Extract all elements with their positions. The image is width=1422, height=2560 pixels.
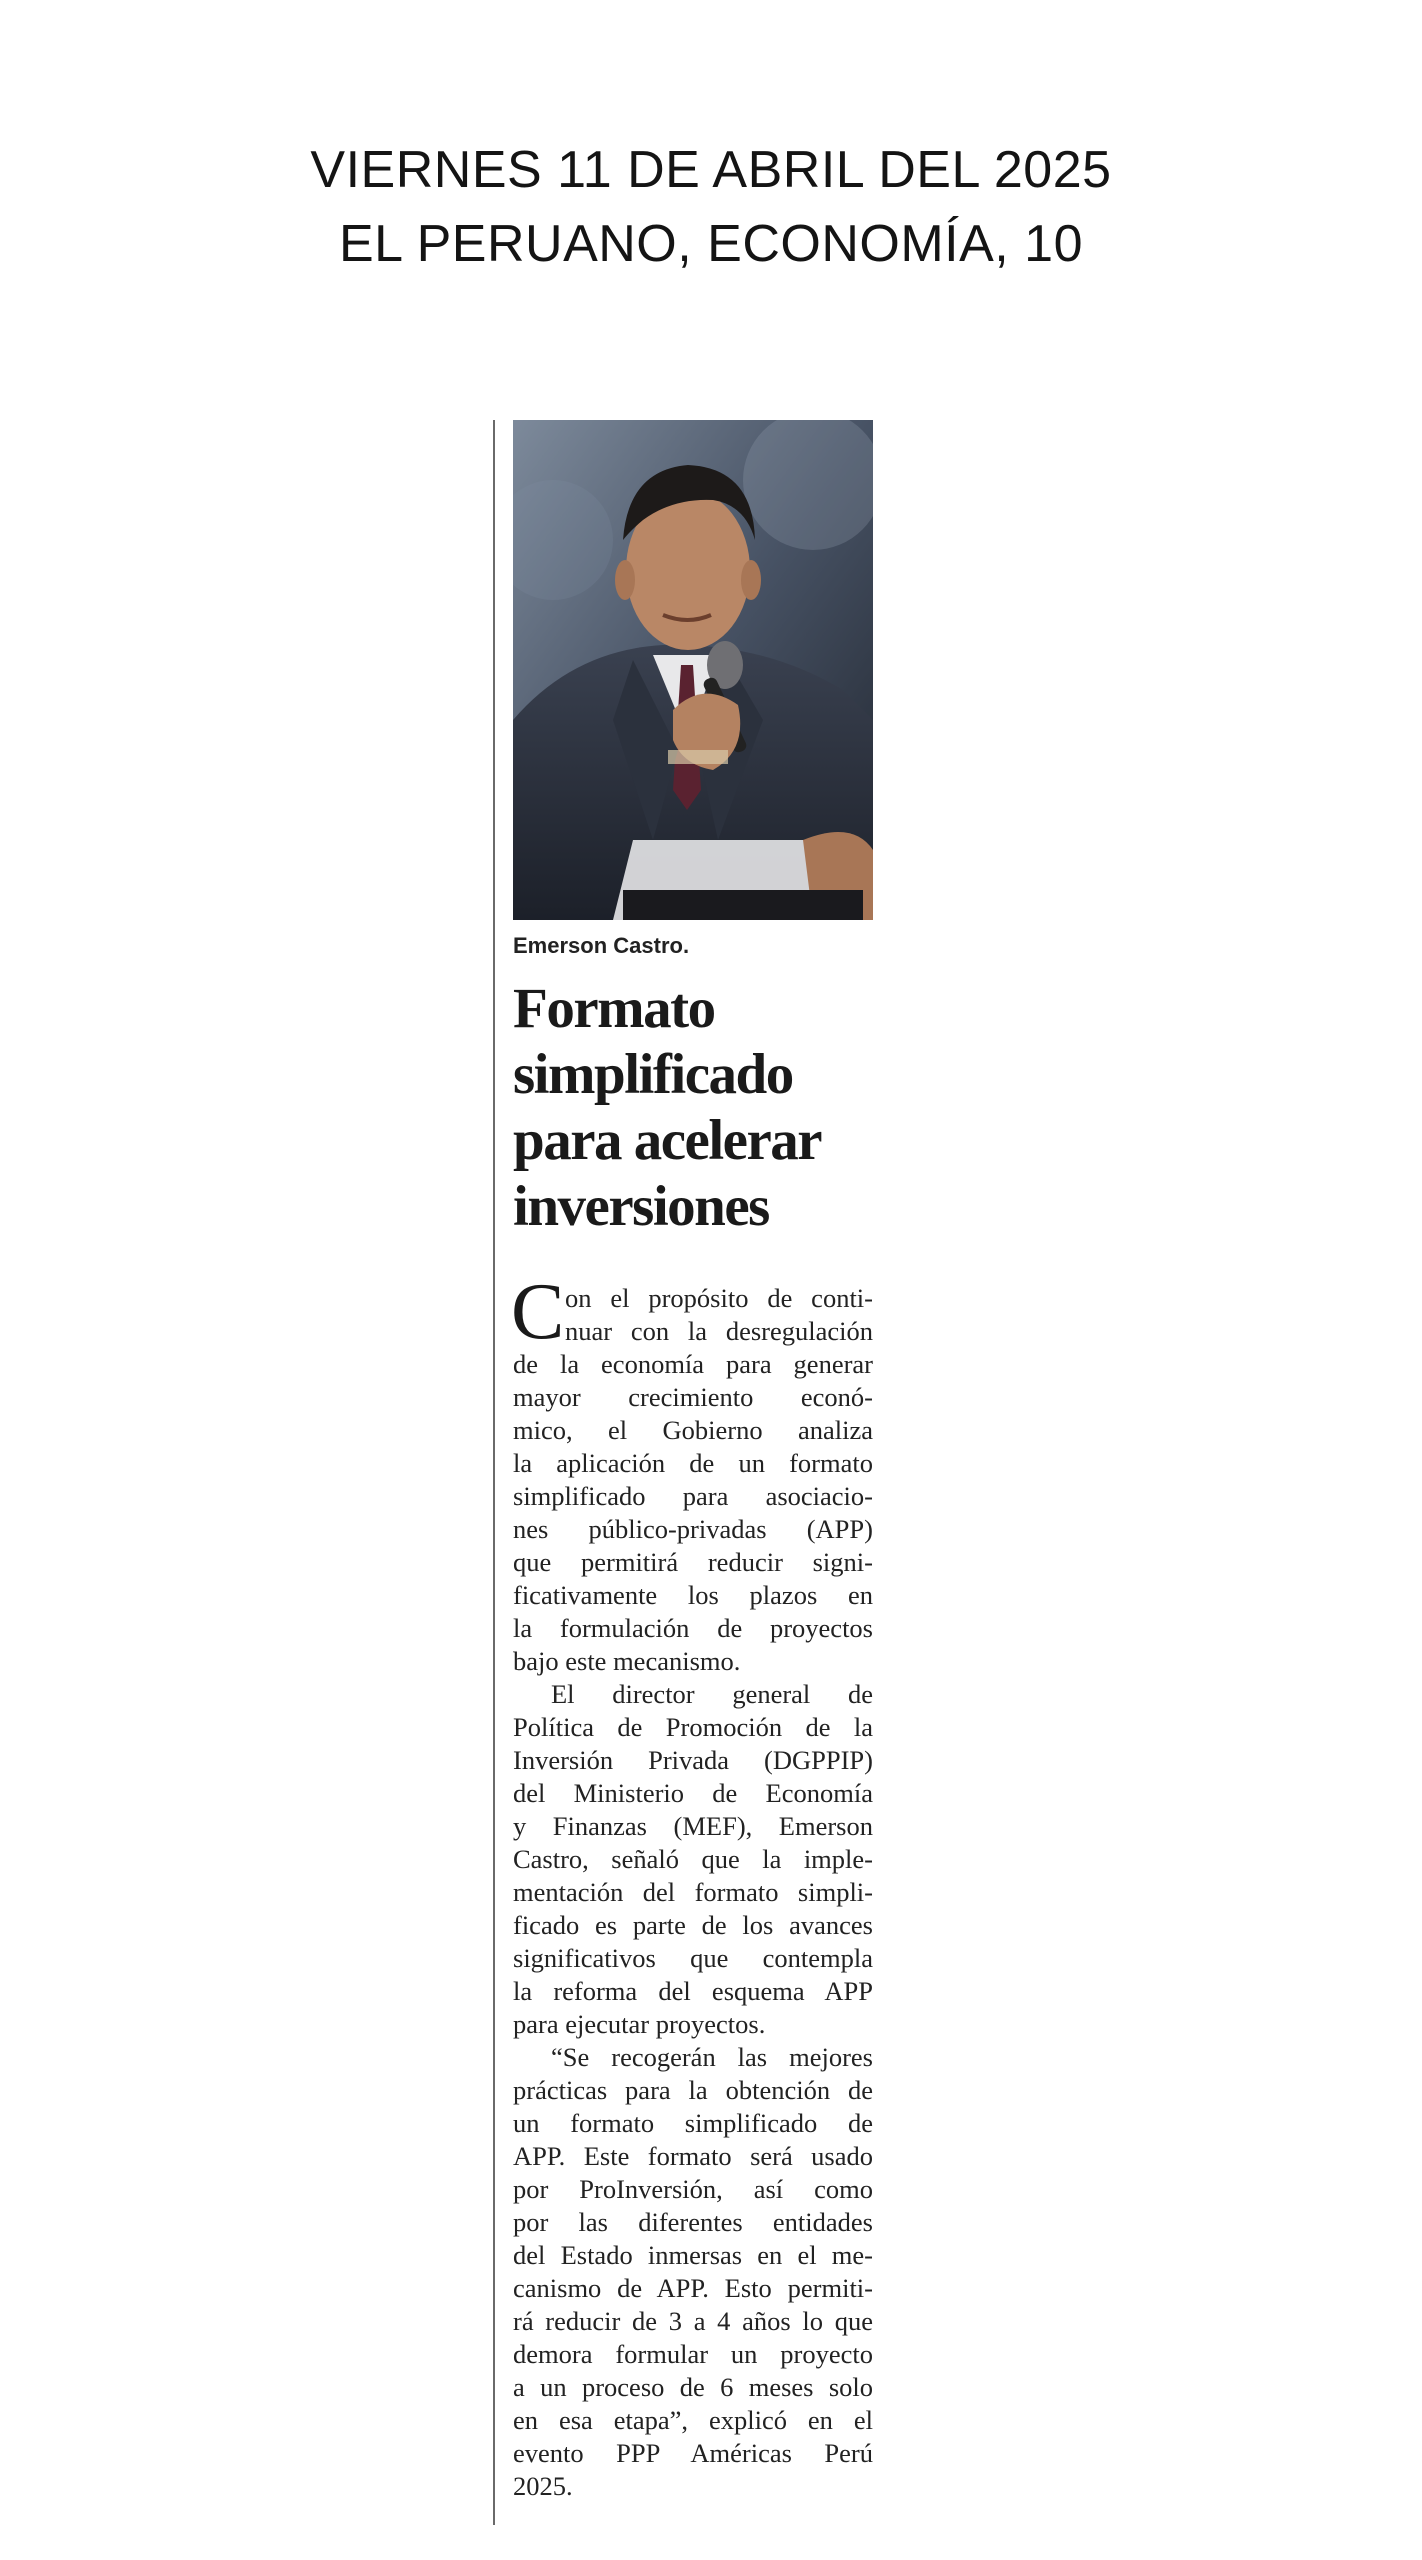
body-line: El director general de — [551, 1679, 873, 1709]
headline-line: para acelerar — [513, 1109, 822, 1172]
body-line: Castro, señaló que la imple- — [513, 1844, 873, 1874]
body-line: en esa etapa”, explicó en el — [513, 2405, 873, 2435]
body-line: prácticas para la obtención de — [513, 2075, 873, 2105]
body-line: a un proceso de 6 meses solo — [513, 2372, 873, 2402]
headline-line: Formato — [513, 977, 715, 1040]
publication-date: VIERNES 11 DE ABRIL DEL 2025 — [310, 141, 1112, 199]
article-body — [511, 1268, 873, 2503]
paragraph-3 — [513, 2041, 873, 2503]
photo-caption: Emerson Castro. — [513, 933, 690, 958]
body-line: ficativamente los plazos en — [513, 1580, 873, 1610]
body-line: mayor crecimiento econó- — [513, 1382, 873, 1412]
body-line: simplificado para asociacio- — [513, 1481, 873, 1511]
article-photo — [513, 420, 873, 920]
body-line: nes público-privadas (APP) — [513, 1514, 873, 1544]
body-line: por las diferentes entidades — [513, 2207, 873, 2237]
headline-line: inversiones — [513, 1175, 769, 1238]
body-line: ficado es parte de los avances — [513, 1910, 873, 1940]
body-line: Política de Promoción de la — [513, 1712, 873, 1742]
publication-source: EL PERUANO, ECONOMÍA, 10 — [338, 215, 1084, 273]
body-line: para ejecutar proyectos. — [513, 2009, 766, 2039]
body-line: un formato simplificado de — [513, 2108, 873, 2138]
headline-line: simplificado — [513, 1043, 793, 1106]
article-column — [513, 420, 873, 2503]
body-line: canismo de APP. Esto permiti- — [513, 2273, 873, 2303]
body-line: bajo este mecanismo. — [513, 1646, 741, 1676]
clipping-header — [0, 133, 1422, 281]
body-line: rá reducir de 3 a 4 años lo que — [513, 2306, 873, 2336]
body-line: la reforma del esquema APP — [513, 1976, 873, 2006]
body-line: por ProInversión, así como — [513, 2174, 873, 2204]
body-line: APP. Este formato será usado — [513, 2141, 873, 2171]
body-line: del Estado inmersas en el me- — [513, 2240, 873, 2270]
article-headline — [513, 976, 873, 1240]
body-line: evento PPP Américas Perú — [513, 2438, 873, 2468]
body-line: que permitirá reducir signi- — [513, 1547, 873, 1577]
body-line: 2025. — [513, 2471, 573, 2501]
body-line: mico, el Gobierno analiza — [513, 1415, 873, 1445]
body-line: y Finanzas (MEF), Emerson — [513, 1811, 873, 1841]
body-line: la formulación de proyectos — [513, 1613, 873, 1643]
body-line: Inversión Privada (DGPPIP) — [513, 1745, 873, 1775]
body-line: significativos que contempla — [513, 1943, 873, 1973]
body-line: demora formular un proyecto — [513, 2339, 873, 2369]
body-line: nuar con la desregulación — [565, 1316, 873, 1346]
body-line: del Ministerio de Economía — [513, 1778, 873, 1808]
body-line: mentación del formato simpli- — [513, 1877, 873, 1907]
column-rule — [493, 420, 495, 2525]
paragraph-2 — [513, 1678, 873, 2041]
body-line: on el propósito de conti- — [565, 1283, 873, 1313]
speaker-photo-illustration — [513, 420, 873, 920]
drop-cap: C — [511, 1268, 565, 1356]
body-line: “Se recogerán las mejores — [551, 2042, 873, 2072]
body-line: la aplicación de un formato — [513, 1448, 873, 1478]
paragraph-1 — [511, 1268, 873, 1678]
body-line: de la economía para generar — [513, 1349, 873, 1379]
